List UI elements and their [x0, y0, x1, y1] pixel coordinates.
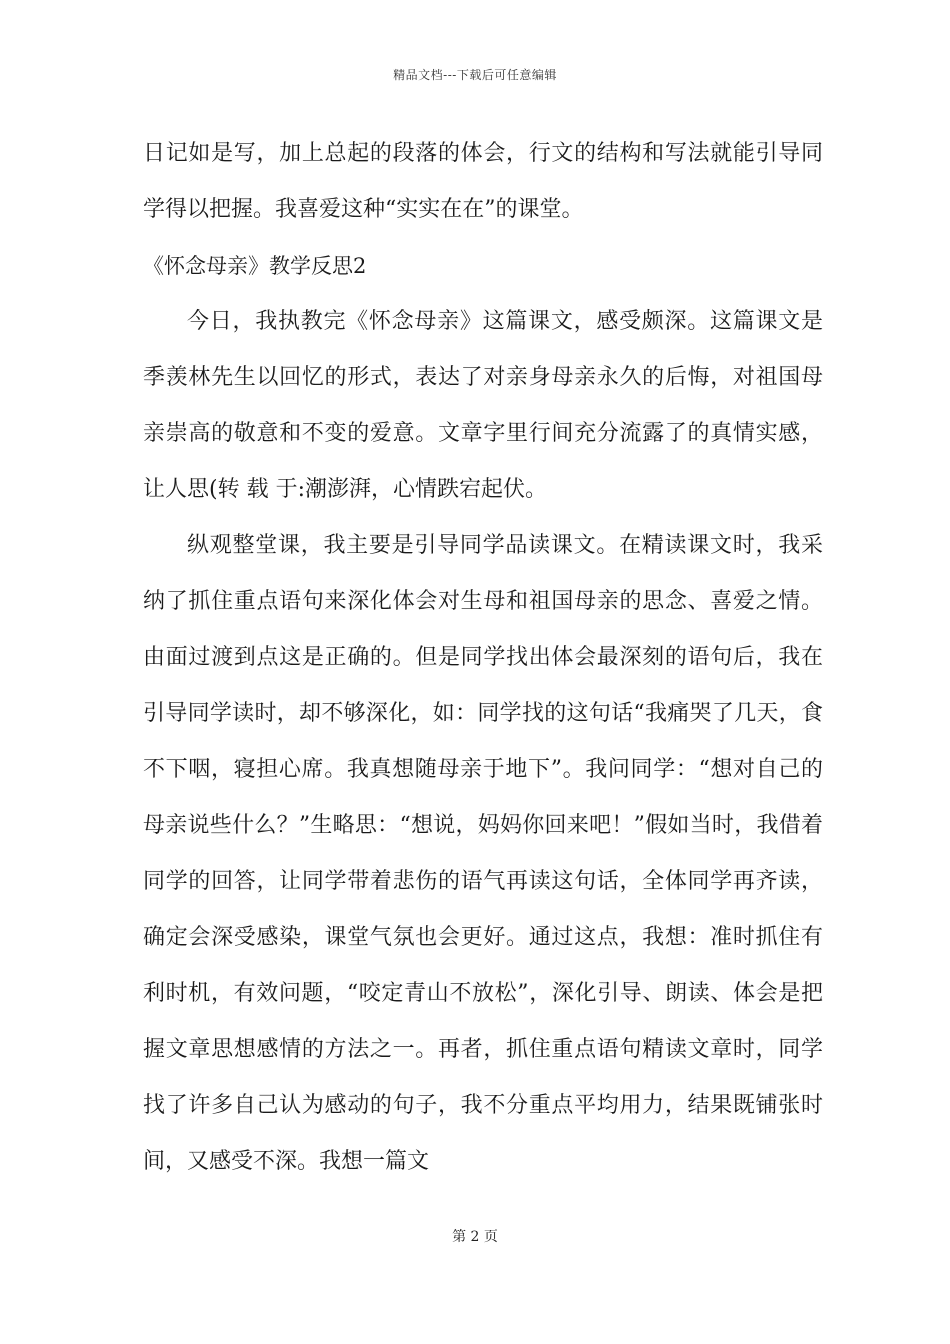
paragraph-intro	[143, 294, 823, 518]
page-header: 精品文档---下载后可任意编辑	[393, 68, 557, 82]
section-title: 《怀念母亲》教学反思2	[143, 254, 367, 278]
paragraph-reflection	[143, 518, 823, 1190]
paragraph-continuation	[143, 126, 823, 238]
paragraph-text: 今日，我执教完《怀念母亲》这篇课文，感受颇深。这篇课文是季羡林先生以回忆的形式，表达了对亲身母亲永久的后悔，对祖国母亲崇高的敬意和不变的爱意。文章字里行间充分流露了的真情实感，让人思(转 载 于:潮澎湃，心情跌宕起伏。	[143, 309, 823, 502]
paragraph-text: 纵观整堂课，我主要是引导同学品读课文。在精读课文时，我采纳了抓住重点语句来深化体会对生母和祖国母亲的思念、喜爱之情。由面过渡到点这是正确的。但是同学找出体会最深刻的语句后，我在引导同学读时，却不够深化，如：同学找的这句话“我痛哭了几天，食不下咽，寝担心席。我真想随母亲于地下”。我问同学：“想对自己的母亲说些什么？”生略思：“想说，妈妈你回来吧！”假如当时，我借着同学的回答，让同学带着悲伤的语气再读这句话，全体同学再齐读，确定会深受感染，课堂气氛也会更好。通过这点，我想：准时抓住有利时机，有效问题，“咬定青山不放松”，深化引导、朗读、体会是把握文章思想感情的方法之一。再者，抓住重点语句精读文章时，同学找了许多自己认为感动的句子，我不分重点平均用力，结果既铺张时间，又感受不深。我想一篇文	[143, 533, 823, 1174]
page-number: 第 2 页	[452, 1229, 498, 1245]
paragraph-text: 日记如是写，加上总起的段落的体会，行文的结构和写法就能引导同学得以把握。我喜爱这种“实实在在”的课堂。	[143, 141, 823, 222]
